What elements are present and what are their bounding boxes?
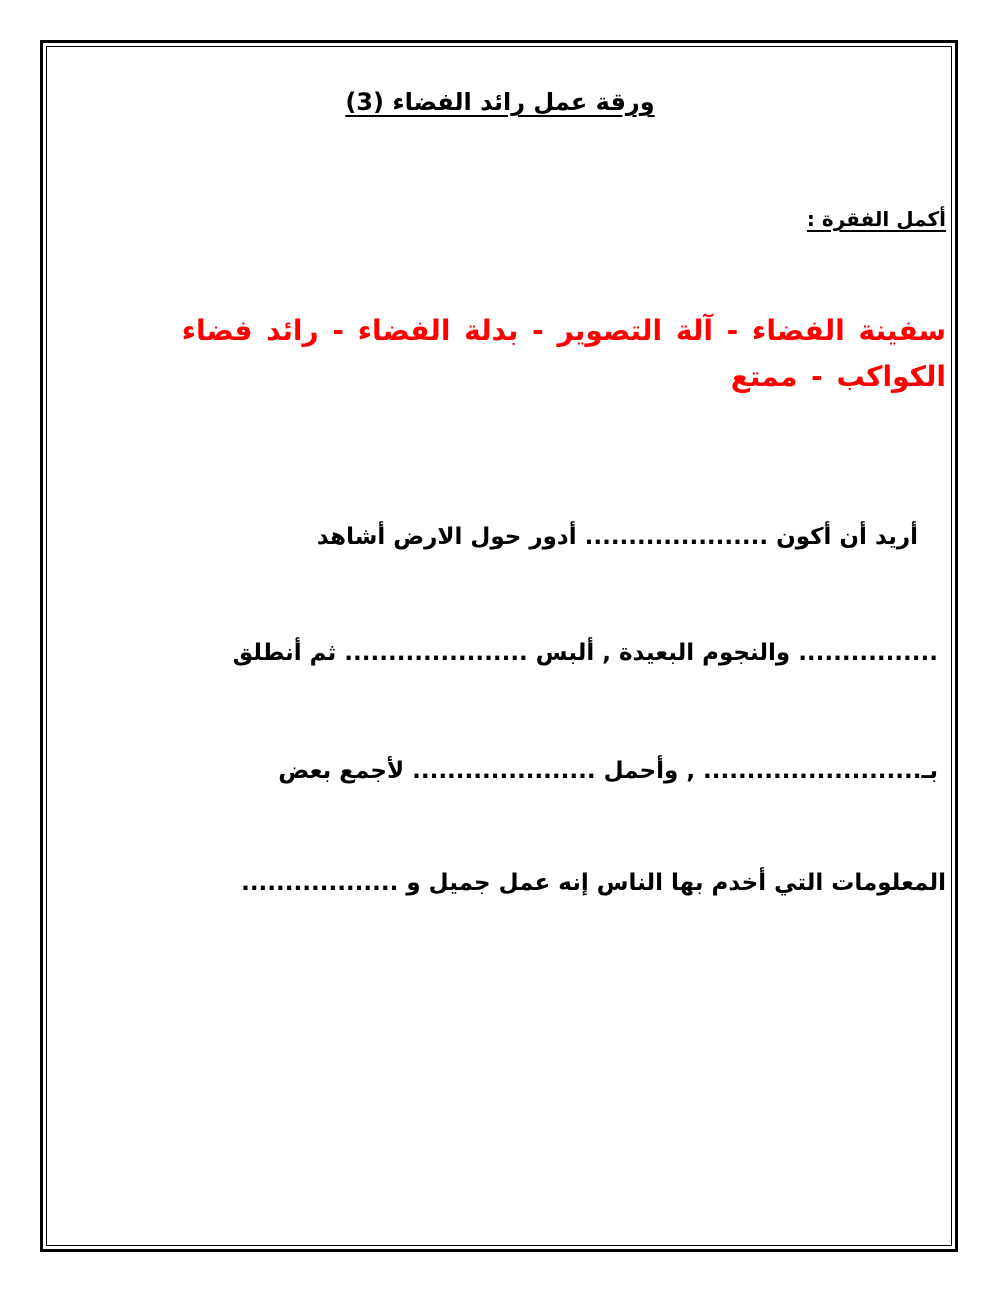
word-bank: سفينة الفضاء - آلة التصوير - بدلة الفضاء - رائد فضاء الكواكب - ممتع xyxy=(181,314,946,393)
paragraph-line: المعلومات التي أخدم بها الناس إنه عمل جميل و .................. xyxy=(241,870,946,896)
instruction-heading: أكمل الفقرة : xyxy=(806,207,946,231)
paragraph-line: أريد أن أكون ..................... أدور حول الارض أشاهد xyxy=(316,524,918,550)
worksheet-title: ورقة عمل رائد الفضاء (3) xyxy=(345,88,655,116)
paragraph-line: بـ......................... , وأحمل ..................... لأجمع بعض xyxy=(278,758,938,784)
paragraph-line: ................ والنجوم البعيدة , ألبس ..................... ثم أنطلق xyxy=(232,640,938,666)
